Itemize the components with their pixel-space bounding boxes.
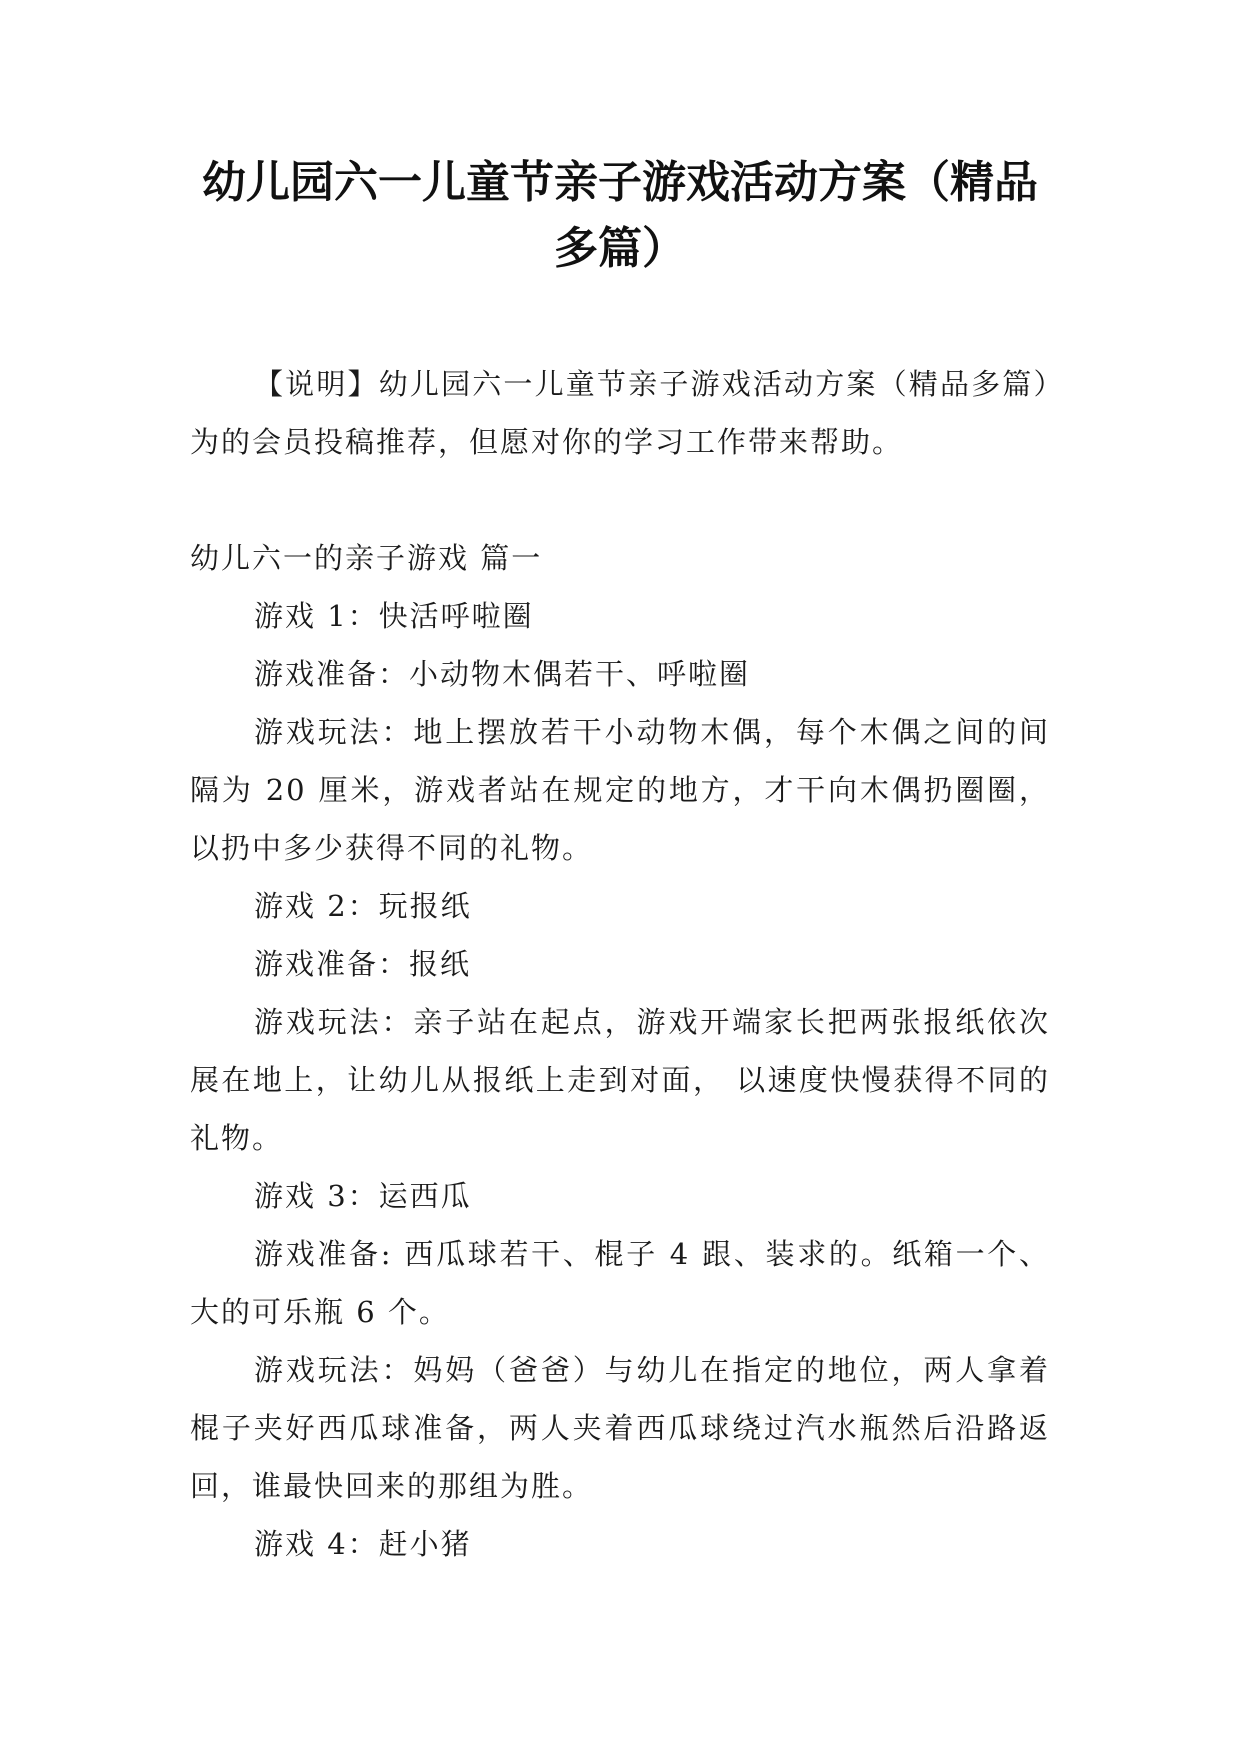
game-1-preparation: 游戏准备：小动物木偶若干、呼啦圈 — [254, 657, 751, 691]
document-body — [190, 355, 1050, 1573]
game-3-title: 游戏 3：运西瓜 — [254, 1179, 472, 1213]
game-1-rules: 游戏玩法：地上摆放若干小动物木偶，每个木偶之间的间隔为 20 厘米，游戏者站在规定的地方，才干向木偶扔圈圈，以扔中多少获得不同的礼物。 — [190, 715, 1050, 865]
game-2-rules: 游戏玩法：亲子站在起点，游戏开端家长把两张报纸依次展在地上，让幼儿从报纸上走到对面， 以速度快慢获得不同的礼物。 — [190, 1005, 1050, 1155]
game-4-title: 游戏 4：赶小猪 — [254, 1527, 472, 1561]
game-1-title: 游戏 1：快活呼啦圈 — [254, 599, 534, 633]
game-2-preparation: 游戏准备：报纸 — [254, 947, 472, 981]
game-3-preparation: 游戏准备: 西瓜球若干、棍子 4 跟、装求的。纸箱一个、大的可乐瓶 6 个。 — [190, 1237, 1050, 1329]
intro-paragraph: 【说明】幼儿园六一儿童节亲子游戏活动方案（精品多篇）为的会员投稿推荐，但愿对你的学习工作带来帮助。 — [190, 367, 1050, 459]
game-2-title: 游戏 2：玩报纸 — [254, 889, 472, 923]
game-3-rules: 游戏玩法：妈妈（爸爸）与幼儿在指定的地位，两人拿着棍子夹好西瓜球准备，两人夹着西瓜球绕过汽水瓶然后沿路返回，谁最快回来的那组为胜。 — [190, 1353, 1050, 1503]
document-title: 幼儿园六一儿童节亲子游戏活动方案（精品多篇） — [202, 157, 1038, 274]
section-heading: 幼儿六一的亲子游戏 篇一 — [190, 541, 543, 575]
